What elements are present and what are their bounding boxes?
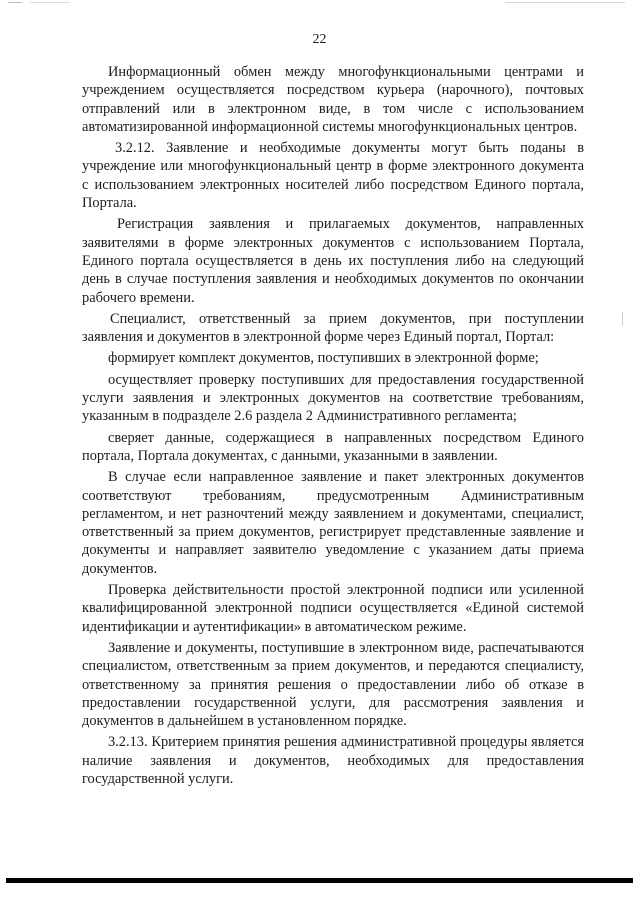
page-number: 22 [312, 32, 327, 47]
paragraph: 3.2.12. Заявление и необходимые документы могут быть поданы в учреждение или многофункциональный центр в форме электронного документа с использованием электронных носителей либо посредством Единого портала, Портала. [82, 140, 584, 212]
paragraph: осуществляет проверку поступивших для предоставления государственной услуги заявления и электронных документов на соответствие требованиям, указанным в подразделе 2.6 раздела 2 Административного регламента; [82, 371, 584, 425]
paragraph: Специалист, ответственный за прием документов, при поступлении заявления и документов в электронной форме через Единый портал, Портал: [82, 310, 584, 346]
scan-artifact [8, 2, 22, 3]
paragraph: Информационный обмен между многофункциональными центрами и учреждением осуществляется посредством курьера (нарочного), почтовых отправлений или в электронном виде, в том числе с использованием автоматизированной информационной системы многофункциональных центров. [82, 64, 584, 135]
scan-artifact [622, 312, 623, 326]
paragraph: Заявление и документы, поступившие в электронном виде, распечатываются специалистом, ответственным за прием документов, и передаются специалисту, ответственному за принятия решения о предоставлении либо об отказе в предоставлении государственной услуги, для рассмотрения заявления и документов в дальнейшем в установленном порядке. [82, 639, 584, 730]
scan-artifact [505, 2, 625, 3]
document-body [82, 63, 584, 788]
paragraph: Регистрация заявления и прилагаемых документов, направленных заявителями в форме электронных документов с использованием Портала, Единого портала осуществляется в день их поступления либо на следующий день в случае поступления заявления и необходимых документов по окончании рабочего времени. [82, 216, 584, 306]
paragraph: В случае если направленное заявление и пакет электронных документов соответствуют требованиям, предусмотренным Административным регламентом, и нет разночтений между заявлением и документами, специалист, ответственный за прием документов, регистрирует представленные заявление и документы и направляет заявителю уведомление с указанием даты приема документов. [82, 469, 584, 577]
paragraph: 3.2.13. Критерием принятия решения административной процедуры является наличие заявления и документов, необходимых для предоставления государственной услуги. [82, 734, 584, 787]
paragraph: формирует комплект документов, поступивших в электронной форме; [108, 350, 539, 367]
bottom-border-line [6, 878, 633, 883]
paragraph: сверяет данные, содержащиеся в направленных посредством Единого портала, Портала документах, с данными, указанными в заявлении. [82, 429, 584, 464]
scan-artifact [30, 2, 70, 3]
paragraph: Проверка действительности простой электронной подписи или усиленной квалифицированной электронной подписи осуществляется «Единой системой идентификации и аутентификации» в автоматическом режиме. [82, 582, 584, 635]
